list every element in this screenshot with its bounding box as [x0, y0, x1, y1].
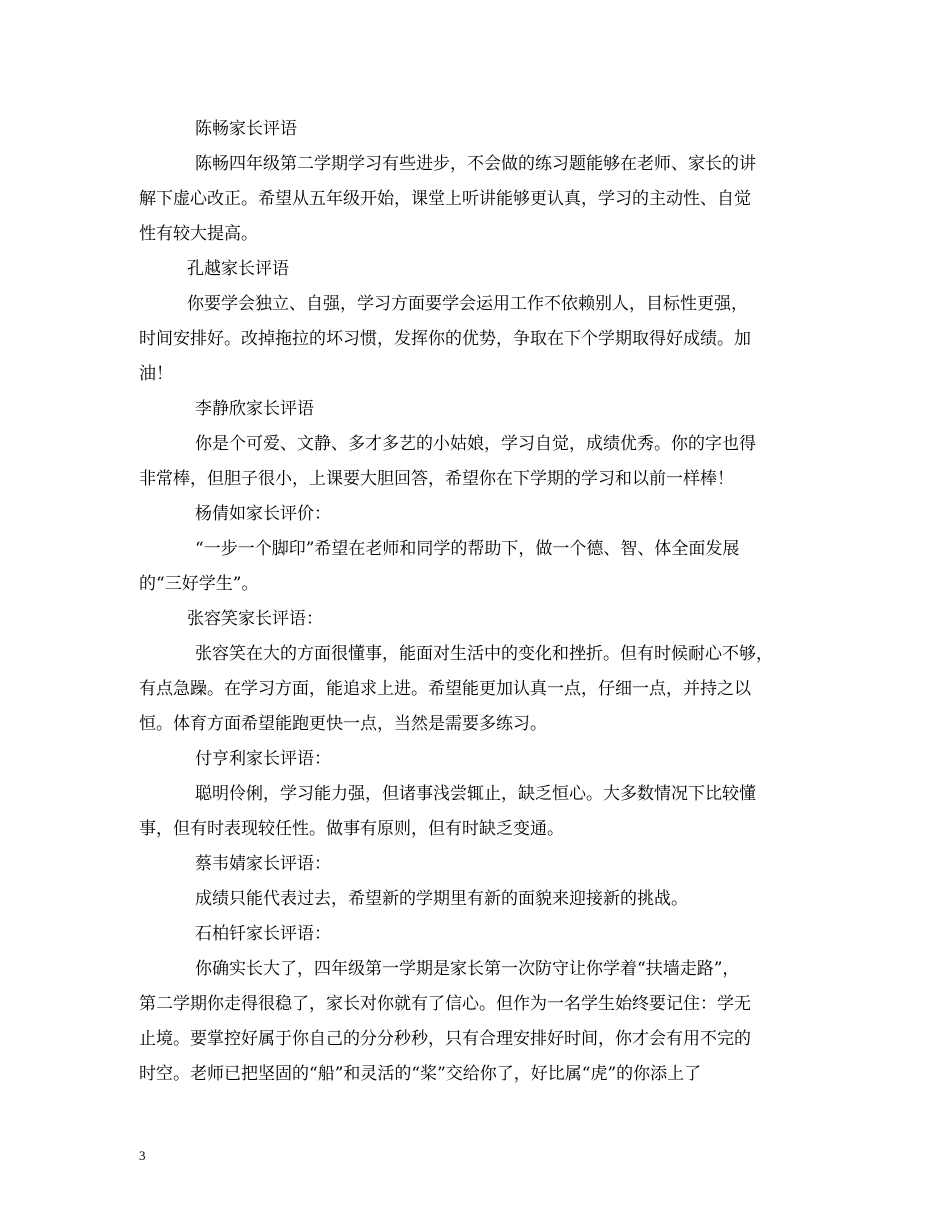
section-heading: 蔡韦婧家长评语： [195, 854, 331, 874]
paragraph-line: 解下虚心改正。希望从五年级开始，课堂上听讲能够更认真，学习的主动性、自觉 [139, 189, 751, 209]
section-heading: 张容笑家长评语： [187, 609, 323, 629]
paragraph-line: 你是个可爱、文静、多才多艺的小姑娘，学习自觉，成绩优秀。你的字也得 [195, 434, 756, 454]
paragraph-line: 油！ [139, 364, 173, 384]
paragraph-line: 你确实长大了，四年级第一学期是家长第一次防守让你学着“扶墙走路”， [195, 959, 740, 979]
paragraph-line: 事，但有时表现较任性。做事有原则，但有时缺乏变通。 [139, 819, 564, 839]
paragraph-line: “一步一个脚印”希望在老师和同学的帮助下，做一个德、智、体全面发展 [195, 539, 740, 559]
paragraph-line: 陈畅四年级第二学期学习有些进步，不会做的练习题能够在老师、家长的讲 [195, 154, 756, 174]
paragraph-line: 成绩只能代表过去，希望新的学期里有新的面貌来迎接新的挑战。 [195, 889, 688, 909]
paragraph-line: 有点急躁。在学习方面，能追求上进。希望能更加认真一点，仔细一点，并持之以 [139, 679, 751, 699]
section-heading: 杨倩如家长评价： [195, 504, 331, 524]
paragraph-line: 时间安排好。改掉拖拉的坏习惯，发挥你的优势，争取在下个学期取得好成绩。加 [139, 329, 751, 349]
section-heading: 石柏钎家长评语： [195, 924, 331, 944]
paragraph-line: 第二学期你走得很稳了，家长对你就有了信心。但作为一名学生始终要记住：学无 [139, 994, 751, 1014]
page-number: 3 [139, 1148, 146, 1163]
paragraph-line: 聪明伶俐，学习能力强，但诸事浅尝辄止，缺乏恒心。大多数情况下比较懂 [195, 784, 756, 804]
paragraph-line: 你要学会独立、自强，学习方面要学会运用工作不依赖别人，目标性更强， [187, 294, 748, 314]
paragraph-line: 性有较大提高。 [139, 224, 258, 244]
section-heading: 付亨利家长评语： [195, 749, 331, 769]
paragraph-line: 止境。要掌控好属于你自己的分分秒秒，只有合理安排好时间，你才会有用不完的 [139, 1029, 751, 1049]
section-heading: 孔越家长评语 [187, 259, 289, 279]
paragraph-line: 非常棒，但胆子很小，上课要大胆回答，希望你在下学期的学习和以前一样棒！ [139, 469, 734, 489]
paragraph-line: 时空。老师已把坚固的“船”和灵活的“桨”交给你了，好比属“虎”的你添上了 [139, 1064, 702, 1084]
section-heading: 李静欣家长评语 [195, 399, 314, 419]
paragraph-line: 的“三好学生”。 [139, 574, 259, 594]
section-heading: 陈畅家长评语 [195, 119, 297, 139]
paragraph-line: 张容笑在大的方面很懂事，能面对生活中的变化和挫折。但有时候耐心不够， [195, 644, 773, 664]
paragraph-line: 恒。体育方面希望能跑更快一点，当然是需要多练习。 [139, 714, 547, 734]
